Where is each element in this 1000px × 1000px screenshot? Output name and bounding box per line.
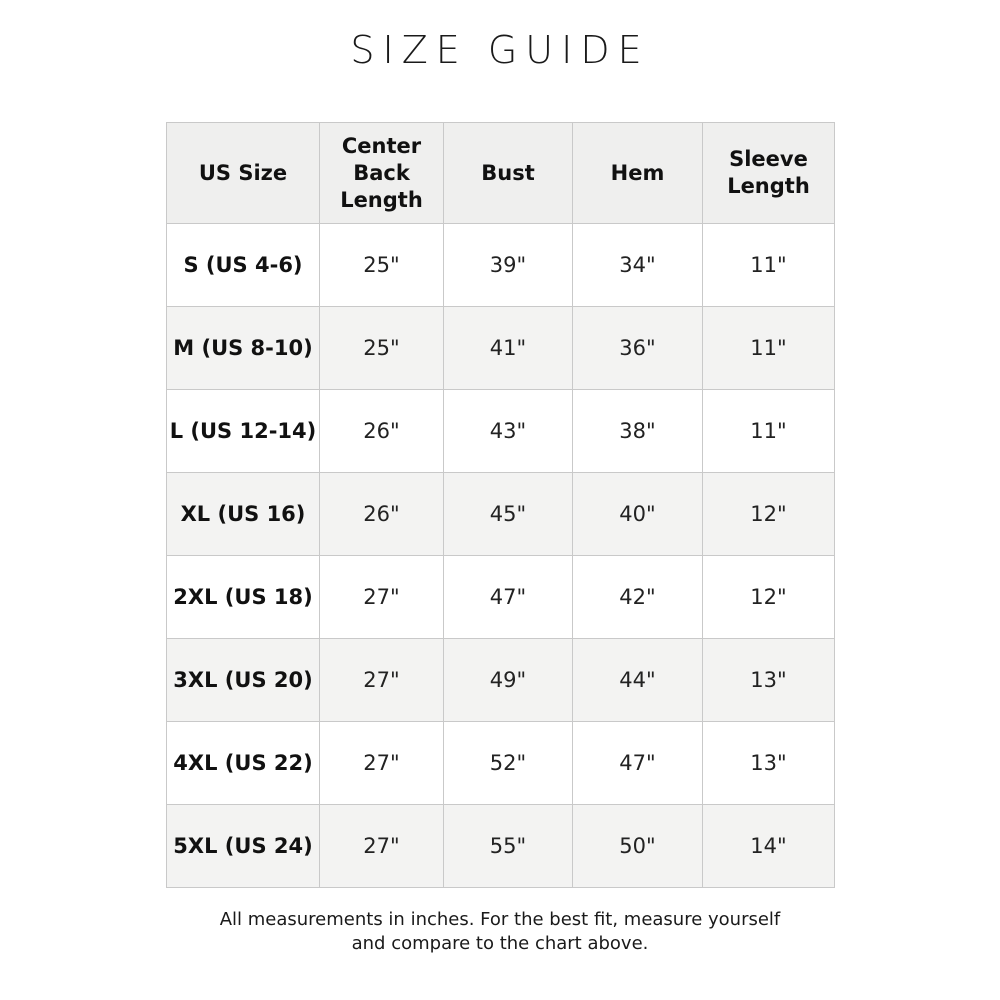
- hem-value: 47": [573, 722, 703, 805]
- sleeve-length-value: 11": [703, 224, 835, 307]
- hem-value: 34": [573, 224, 703, 307]
- table-row: [167, 307, 835, 390]
- table-row: [167, 390, 835, 473]
- table-row: [167, 473, 835, 556]
- sleeve-length-value: 14": [703, 805, 835, 888]
- size-label: 2XL (US 18): [167, 556, 320, 639]
- hem-value: 38": [573, 390, 703, 473]
- size-label: XL (US 16): [167, 473, 320, 556]
- header-sleeve-length: Sleeve Length: [703, 123, 835, 224]
- center-back-length-value: 26": [320, 473, 444, 556]
- bust-value: 43": [444, 390, 573, 473]
- center-back-length-value: 27": [320, 639, 444, 722]
- table-header-row: [167, 123, 835, 224]
- hem-value: 50": [573, 805, 703, 888]
- hem-value: 40": [573, 473, 703, 556]
- size-label: 3XL (US 20): [167, 639, 320, 722]
- table-row: [167, 639, 835, 722]
- sleeve-length-value: 11": [703, 390, 835, 473]
- center-back-length-value: 25": [320, 224, 444, 307]
- bust-value: 52": [444, 722, 573, 805]
- page-title: SIZE GUIDE: [350, 28, 650, 72]
- bust-value: 45": [444, 473, 573, 556]
- sleeve-length-value: 11": [703, 307, 835, 390]
- size-guide-table: [166, 122, 835, 888]
- header-us-size: US Size: [167, 123, 320, 224]
- bust-value: 55": [444, 805, 573, 888]
- header-hem: Hem: [573, 123, 703, 224]
- sleeve-length-value: 13": [703, 722, 835, 805]
- hem-value: 36": [573, 307, 703, 390]
- hem-value: 42": [573, 556, 703, 639]
- sleeve-length-value: 13": [703, 639, 835, 722]
- table-row: [167, 556, 835, 639]
- size-label: 4XL (US 22): [167, 722, 320, 805]
- sleeve-length-value: 12": [703, 556, 835, 639]
- measurement-note-line-2: and compare to the chart above.: [351, 933, 649, 954]
- size-label: M (US 8-10): [167, 307, 320, 390]
- center-back-length-value: 25": [320, 307, 444, 390]
- size-label: S (US 4-6): [167, 224, 320, 307]
- table-row: [167, 224, 835, 307]
- hem-value: 44": [573, 639, 703, 722]
- measurement-note-line-1: All measurements in inches. For the best fit, measure yourself: [219, 909, 781, 930]
- header-center-back-length: Center Back Length: [320, 123, 444, 224]
- measurement-note: [0, 908, 1000, 956]
- center-back-length-value: 27": [320, 722, 444, 805]
- size-label: 5XL (US 24): [167, 805, 320, 888]
- size-label: L (US 12-14): [167, 390, 320, 473]
- center-back-length-value: 26": [320, 390, 444, 473]
- bust-value: 49": [444, 639, 573, 722]
- table-row: [167, 805, 835, 888]
- center-back-length-value: 27": [320, 556, 444, 639]
- bust-value: 41": [444, 307, 573, 390]
- bust-value: 39": [444, 224, 573, 307]
- header-bust: Bust: [444, 123, 573, 224]
- bust-value: 47": [444, 556, 573, 639]
- center-back-length-value: 27": [320, 805, 444, 888]
- table-row: [167, 722, 835, 805]
- sleeve-length-value: 12": [703, 473, 835, 556]
